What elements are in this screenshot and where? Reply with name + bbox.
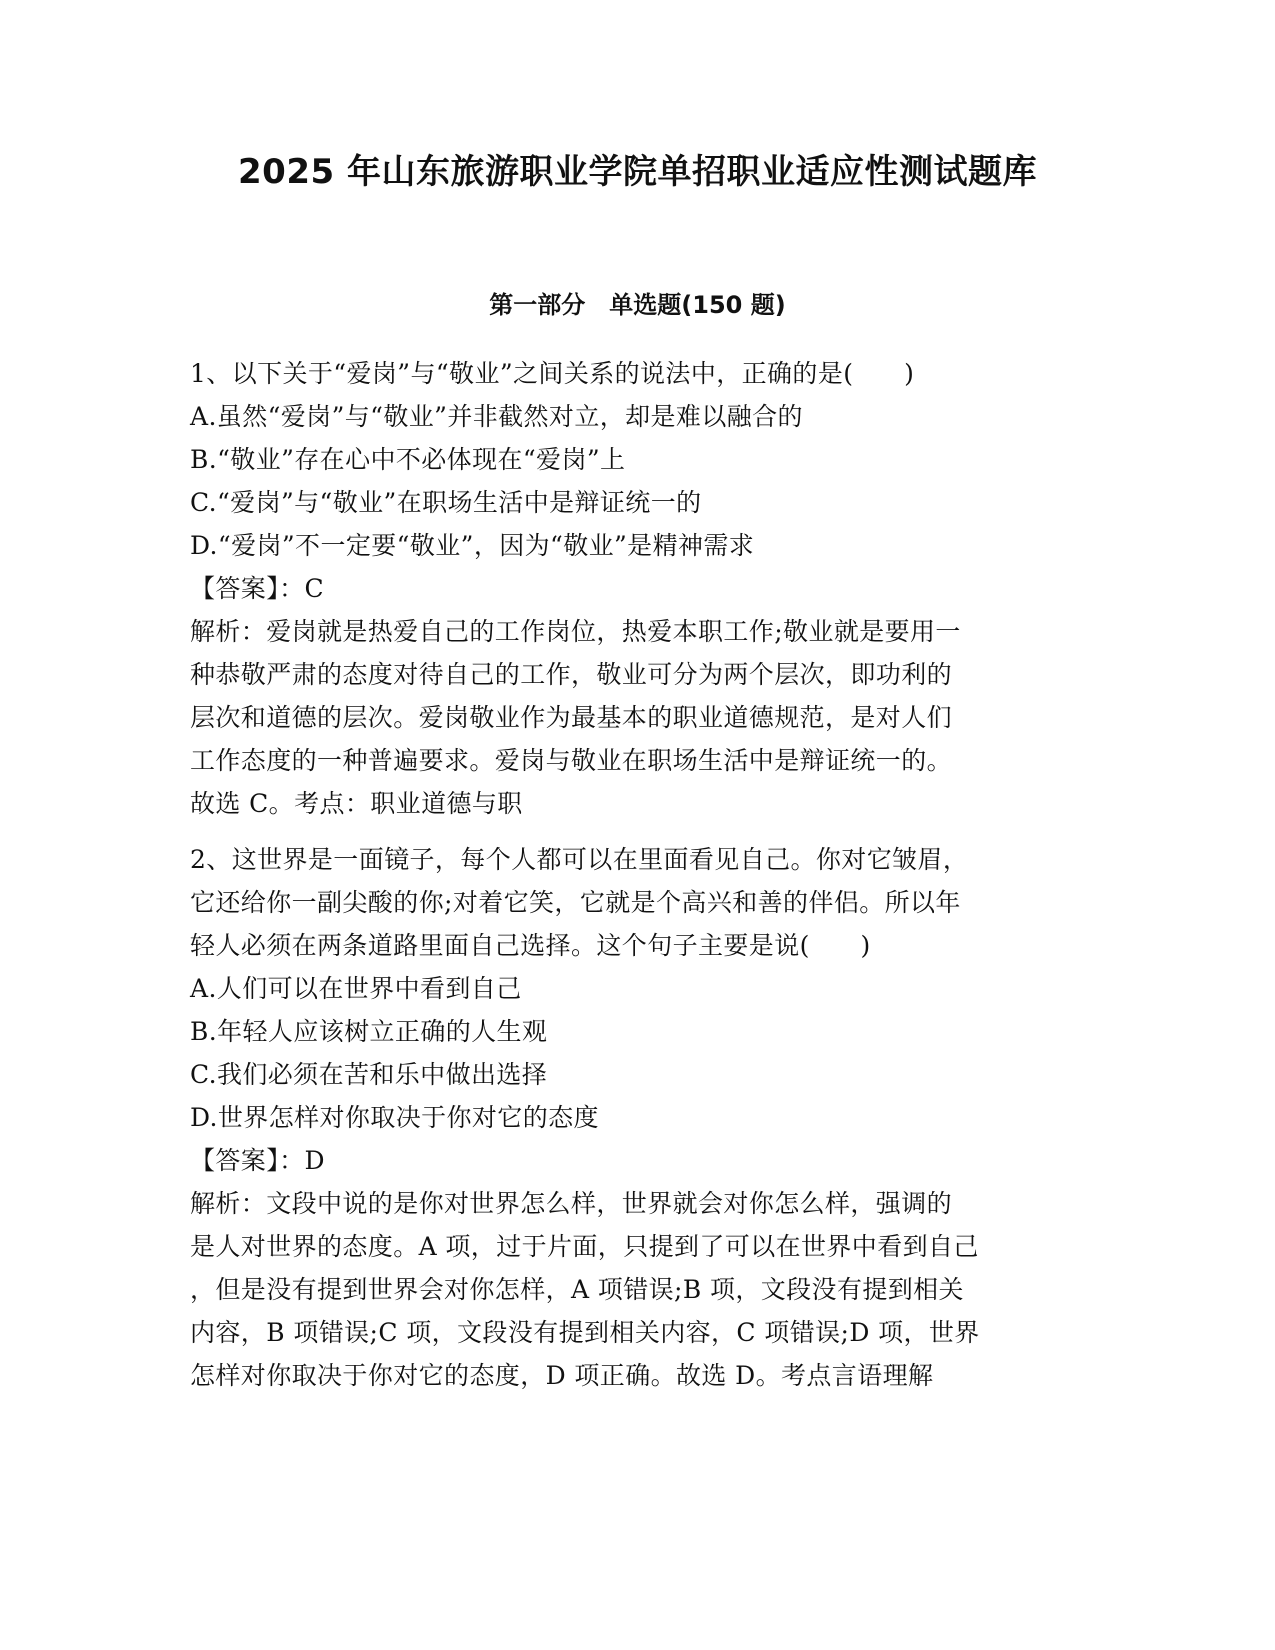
option-c: C.我们必须在苦和乐中做出选择 — [190, 1060, 548, 1089]
section-heading: 第一部分 单选题(150 题) — [489, 291, 786, 319]
analysis-text: 解析：爱岗就是热爱自己的工作岗位，热爱本职工作;敬业就是要用一 — [190, 617, 961, 646]
question-stem: 1、以下关于“爱岗”与“敬业”之间关系的说法中，正确的是( ) — [190, 359, 915, 388]
document-title: 2025 年山东旅游职业学院单招职业适应性测试题库 — [238, 152, 1037, 192]
analysis-text: 故选 C。考点：职业道德与职 — [190, 789, 523, 818]
analysis-text: ，但是没有提到世界会对你怎样，A 项错误;B 项，文段没有提到相关 — [190, 1275, 964, 1304]
option-a: A.虽然“爱岗”与“敬业”并非截然对立，却是难以融合的 — [190, 402, 803, 431]
option-c: C.“爱岗”与“敬业”在职场生活中是辩证统一的 — [190, 488, 702, 517]
question-stem: 它还给你一副尖酸的你;对着它笑，它就是个高兴和善的伴侣。所以年 — [190, 888, 961, 917]
question-stem: 轻人必须在两条道路里面自己选择。这个句子主要是说( ) — [190, 931, 871, 960]
option-b: B.年轻人应该树立正确的人生观 — [190, 1017, 548, 1046]
analysis-text: 工作态度的一种普遍要求。爱岗与敬业在职场生活中是辩证统一的。 — [190, 746, 953, 775]
analysis-text: 怎样对你取决于你对它的态度，D 项正确。故选 D。考点言语理解 — [190, 1361, 934, 1390]
option-d: D.“爱岗”不一定要“敬业”，因为“敬业”是精神需求 — [190, 531, 755, 560]
option-b: B.“敬业”存在心中不必体现在“爱岗”上 — [190, 445, 626, 474]
answer-label: 【答案】：C — [190, 574, 325, 603]
question-item — [190, 838, 1090, 1397]
question-list — [190, 352, 1090, 1397]
option-a: A.人们可以在世界中看到自己 — [190, 974, 522, 1003]
analysis-text: 解析：文段中说的是你对世界怎么样，世界就会对你怎么样，强调的 — [190, 1189, 953, 1218]
analysis-text: 层次和道德的层次。爱岗敬业作为最基本的职业道德规范，是对人们 — [190, 703, 953, 732]
answer-label: 【答案】：D — [190, 1146, 325, 1175]
question-item — [190, 352, 1090, 825]
analysis-text: 是人对世界的态度。A 项，过于片面，只提到了可以在世界中看到自己 — [190, 1232, 979, 1261]
analysis-text: 种恭敬严肃的态度对待自己的工作，敬业可分为两个层次，即功利的 — [190, 660, 953, 689]
question-stem: 2、这世界是一面镜子，每个人都可以在里面看见自己。你对它皱眉， — [190, 845, 969, 874]
analysis-text: 内容，B 项错误;C 项，文段没有提到相关内容，C 项错误;D 项，世界 — [190, 1318, 980, 1347]
option-d: D.世界怎样对你取决于你对它的态度 — [190, 1103, 599, 1132]
